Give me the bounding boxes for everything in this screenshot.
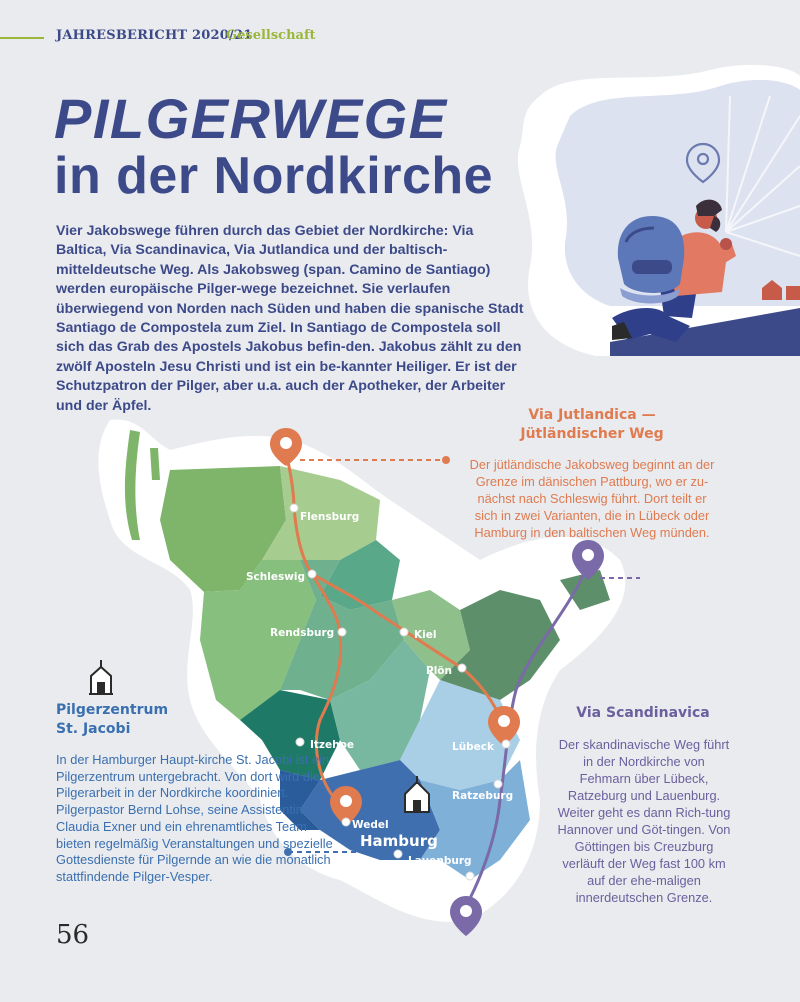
- city-label-rendsburg: Rendsburg: [270, 627, 335, 639]
- pilgerzentrum-text: In der Hamburger Haupt-kirche St. Jacobi ist ein Pilgerzentrum untergebracht. Von dort wird die Pilgerarbeit in der Nordkirche koordiniert. Pilgerpastor Bernd Lohse, seine Assistentin Claudia Exner und ein ehrenamtliches Team bieten regelmäßig Veranstaltungen und spezielle Gottesdienste für Pilgernde an wie die monatlich stattfindende Pilger-Vesper.: [56, 752, 333, 884]
- pilgrim-illustration: [500, 56, 800, 376]
- via-jutlandica-title-line2: Jütländischer Weg: [520, 426, 664, 442]
- pilgerzentrum-title: [56, 701, 216, 739]
- city-label-itzehoe: Itzehoe: [310, 739, 354, 751]
- header-section: Gesellschaft: [226, 28, 316, 43]
- pilgerzentrum-title-line2: St. Jacobi: [56, 721, 131, 737]
- pilgerzentrum-church-icon: [88, 658, 114, 696]
- header-report: JAHRESBERICHT 2020/21: [56, 28, 253, 43]
- page-title: PILGERWEGE: [54, 87, 448, 150]
- intro-paragraph: Vier Jakobswege führen durch das Gebiet der Nordkirche: Via Baltica, Via Scandinavica, Via Jutlandica und der baltisch-mitteldeutsche Weg. Als Jakobsweg (span. Camino de Santiago) werden europäische Pilger-wege bezeichnet. Sie verlaufen überwiegend von Norden nach Süden und haben die spanische Stadt Santiago de Compostela zum Ziel. In Santiago de Compostela soll sich das Grab des Apostels Jakobus befin-den. Jakobus zählt zu den zwölf Aposteln Jesu Christi und ist ein be-kannter Heiliger. Er ist der Schutzpatron der Pilger, aber u.a. auch der Apotheker, der Arbeiter und der Äpfel.: [56, 223, 524, 414]
- city-label-lauenburg: Lauenburg: [408, 855, 472, 867]
- via-jutlandica-title-line1: Via Jutlandica —: [528, 407, 656, 423]
- via-scandinavica-title: Via Scandinavica: [576, 705, 710, 721]
- city-label-ploen: Plön: [426, 665, 452, 677]
- city-label-schleswig: Schleswig: [246, 571, 306, 583]
- page-number: 56: [56, 920, 90, 950]
- city-label-flensburg: Flensburg: [300, 511, 360, 523]
- city-label-kiel: Kiel: [414, 629, 437, 641]
- via-scandinavica-text: Der skandinavische Weg führt in der Nordkirche von Fehmarn über Lübeck, Ratzeburg und Lauenburg. Weiter geht es dann Rich-tung Hannover und Göt-tingen. Von Göttingen bis Creuzburg verläuft der Weg fast 100 km auf der ehe-maligen innerdeutschen Grenze.: [557, 737, 731, 905]
- header-rule: [0, 37, 44, 39]
- pilgerzentrum-title-line1: Pilgerzentrum: [56, 702, 169, 718]
- page-subtitle: in der Nordkirche: [54, 147, 494, 205]
- city-label-hamburg: Hamburg: [360, 832, 438, 850]
- scandinavica-end-pin-icon: [450, 896, 482, 936]
- via-jutlandica-title: [480, 406, 704, 444]
- city-label-luebeck: Lübeck: [452, 741, 495, 753]
- city-label-ratzeburg: Ratzeburg: [452, 790, 514, 802]
- via-jutlandica-text: Der jütländische Jakobsweg beginnt an der Grenze im dänischen Pattburg, wo er zu-nächst nach Schleswig führt. Dort teilt er sich in zwei Varianten, die in Lübeck oder Hamburg in den baltischen Weg münden.: [469, 457, 715, 540]
- city-label-wedel: Wedel: [352, 819, 389, 831]
